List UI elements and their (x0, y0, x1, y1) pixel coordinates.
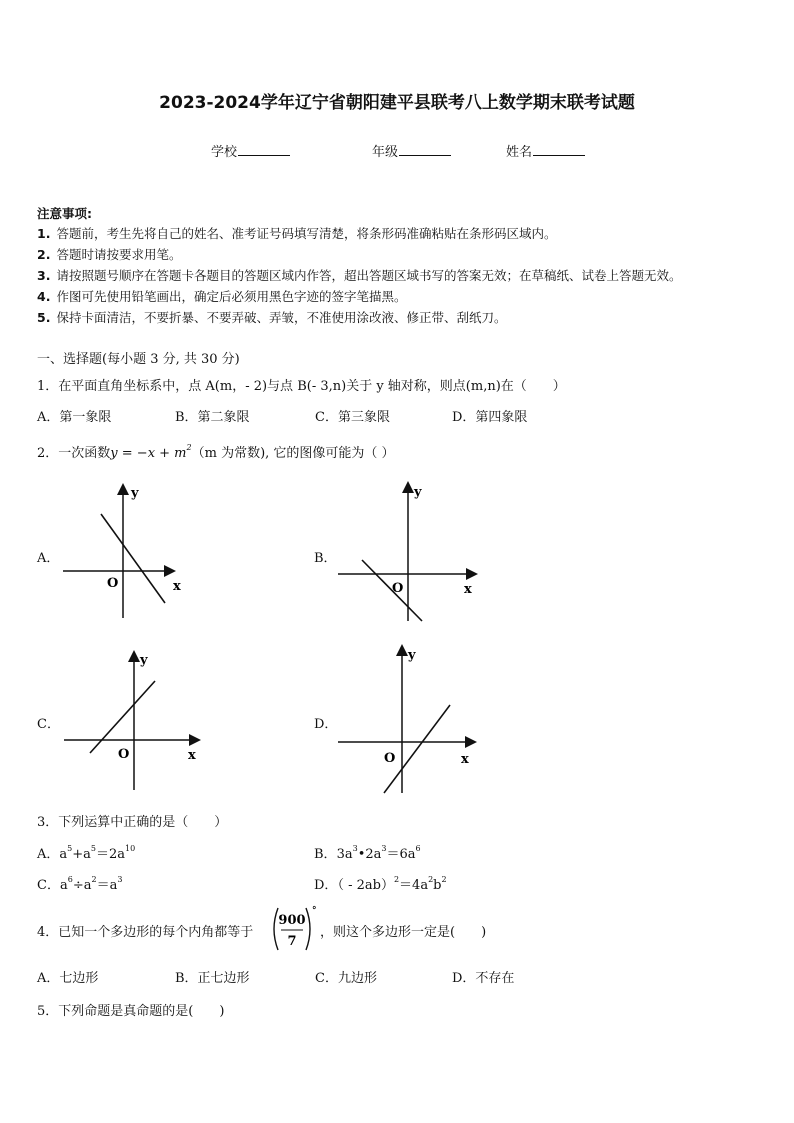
question-3-stem: 3．下列运算中正确的是（ ） (37, 815, 228, 830)
x-label: x (188, 748, 196, 763)
q3-option-a[interactable]: A．$a^5+a^5=2a^{10}$ (37, 844, 136, 862)
fraction-denominator: 7 (287, 934, 297, 949)
q3-option-c[interactable]: C．$a^6\div a^2=a^3$ (37, 875, 123, 893)
y-label: y (131, 486, 139, 501)
q4-fraction (268, 904, 320, 954)
q4-option-a[interactable]: A．七边形 (37, 971, 99, 986)
x-label: x (173, 579, 181, 594)
q4-option-d[interactable]: D．不存在 (452, 971, 515, 986)
function-line (384, 705, 450, 793)
q4-option-b[interactable]: B．正七边形 (175, 971, 250, 986)
section-heading: 一、选择题(每小题 3 分, 共 30 分) (37, 352, 240, 367)
grade-label: 年级 (372, 145, 399, 160)
y-label: y (140, 653, 148, 668)
question-4-stem-prefix: 4．已知一个多边形的每个内角都等于 (37, 925, 254, 940)
y-label: y (408, 648, 416, 663)
q2-graph-c[interactable] (58, 645, 208, 795)
origin-label: O (392, 581, 404, 596)
note-item: 3. 请按照题号顺序在答题卡各题目的答题区域内作答，超出答题区域书写的答案无效；在草稿纸、试卷上答题无效。 (37, 268, 682, 283)
q1-option-a[interactable]: A．第一象限 (37, 410, 112, 425)
question-1-stem: 1．在平面直角坐标系中，点 A(m，- 2)与点 B(- 3,n)关于 y 轴对称，则点(m,n)在（ ） (37, 379, 566, 394)
page-title: 2023-2024学年辽宁省朝阳建平县联考八上数学期末联考试题 (159, 93, 635, 113)
q2-option-c-label[interactable]: C． (37, 717, 60, 732)
q2-graph-a[interactable] (55, 478, 205, 623)
q2-graph-b[interactable] (330, 478, 490, 626)
q2-option-a-label[interactable]: A． (37, 551, 60, 566)
q4-option-c[interactable]: C．九边形 (315, 971, 377, 986)
note-item: 2. 答题时请按要求用笔。 (37, 247, 182, 262)
name-label: 姓名 (506, 145, 533, 160)
q2-option-d-label[interactable]: D． (314, 717, 338, 732)
note-item: 1. 答题前，考生先将自己的姓名、准考证号码填写清楚，将条形码准确粘贴在条形码区域内。 (37, 226, 557, 241)
q1-option-d[interactable]: D．第四象限 (452, 410, 528, 425)
origin-label: O (107, 576, 119, 591)
notes-heading: 注意事项: (37, 206, 92, 221)
name-field[interactable] (506, 141, 585, 160)
question-2-stem: 2．一次函数$y = -x + m^2(m$ 为常数), 它的图像可能为（ ） (37, 443, 395, 461)
name-blank[interactable] (533, 143, 585, 156)
q1-option-b[interactable]: B．第二象限 (175, 410, 250, 425)
y-label: y (414, 485, 422, 500)
fraction-numerator: 900 (278, 913, 306, 928)
grade-blank[interactable] (399, 143, 451, 156)
note-item: 4. 作图可先使用铅笔画出，确定后必须用黑色字迹的签字笔描黑。 (37, 289, 407, 304)
x-label: x (464, 582, 472, 597)
q1-option-c[interactable]: C．第三象限 (315, 410, 390, 425)
note-item: 5. 保持卡面清洁，不要折暴、不要弄破、弄皱，不准使用涂改液、修正带、刮纸刀。 (37, 310, 507, 325)
q3-option-b[interactable]: B．$3a^3•2a^3=6a^6$ (314, 844, 421, 862)
q2-option-b-label[interactable]: B． (314, 551, 337, 566)
grade-field[interactable] (372, 141, 451, 160)
origin-label: O (384, 751, 396, 766)
x-label: x (461, 752, 469, 767)
degree-symbol: ° (312, 906, 317, 916)
origin-label: O (118, 747, 130, 762)
question-5-stem: 5．下列命题是真命题的是( ) (37, 1004, 225, 1019)
school-label: 学校 (211, 145, 238, 160)
function-line (90, 681, 155, 753)
q2-formula: $y = -x + m^2$ (110, 443, 192, 461)
q2-graph-d[interactable] (332, 641, 492, 796)
q3-option-d[interactable]: D．（ - $2ab)^2=4a^2b^2$ (314, 875, 447, 893)
question-4-stem-suffix: ，则这个多边形一定是( ) (320, 925, 487, 940)
school-field[interactable] (211, 141, 290, 160)
school-blank[interactable] (238, 143, 290, 156)
